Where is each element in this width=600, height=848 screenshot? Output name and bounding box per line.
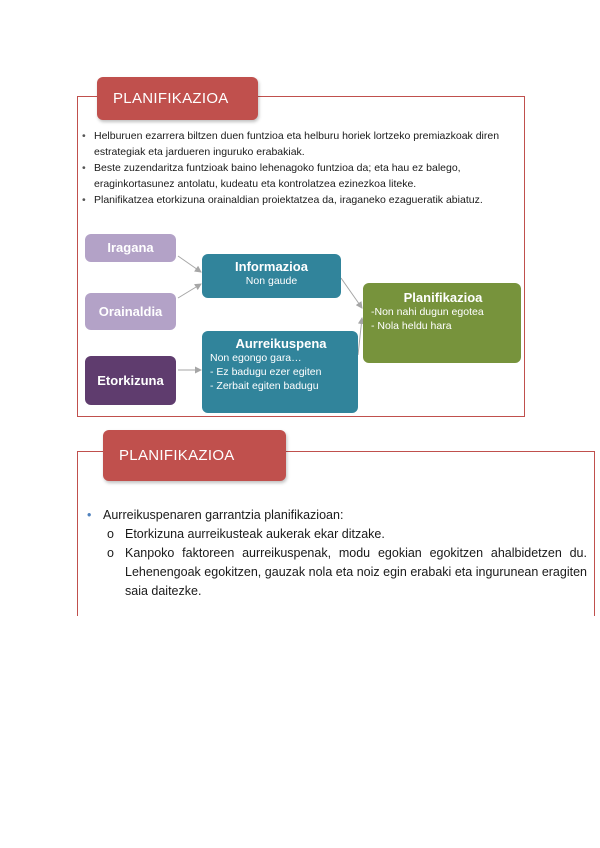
slide2-top-line-left — [77, 451, 103, 452]
box-aurreikuspena-line: - Zerbait egiten badugu — [210, 380, 319, 392]
box-informazioa-title: Informazioa — [235, 259, 308, 274]
box-planifikazioa-line: - Nola heldu hara — [371, 320, 452, 332]
box-aurreikuspena-line: Non egongo gara… — [210, 352, 302, 364]
slide2-content — [85, 506, 587, 601]
slide1-bullet-list — [80, 128, 520, 208]
box-etorkizuna-label: Etorkizuna — [97, 372, 164, 388]
box-planifikazioa — [363, 283, 521, 363]
slide1-title: PLANIFIKAZIOA — [97, 77, 258, 120]
box-iragana — [85, 234, 176, 262]
box-iragana-label: Iragana — [107, 240, 154, 255]
slide1-bullet: • Planifikatzea etorkizuna orainaldian proiektatzea da, iraganeko ezagueratik abiatuz. — [80, 192, 520, 208]
box-informazioa-text: Non gaude — [245, 275, 298, 287]
slide2-left-border — [77, 451, 78, 616]
slide2-right-border — [594, 451, 595, 616]
slide1-bullet: • Beste zuzendaritza funtzioak baino lehenagoko funtzioa da; eta hau ez balego, eraginkortasunez antolatu, kudeatu eta kontrolatzea ezinezkoa liteke. — [80, 160, 520, 192]
bullet-dot-icon: • — [87, 508, 92, 522]
slide2-sub-bullet: o Kanpoko faktoreen aurreikuspenak, modu egokian egokitzen ahalbidetzen du. Lehenengoak egokitzen, gauzak nola eta noiz egin erabaki eta ingurunean eragiten saia daitezke. — [103, 544, 587, 601]
slide2-main-bullet-text: Aurreikuspenaren garrantzia planifikazioan: — [103, 508, 344, 522]
slide2-title: PLANIFIKAZIOA — [103, 430, 286, 481]
slide2-main-bullet — [85, 506, 587, 525]
box-aurreikuspena-title: Aurreikuspena — [235, 336, 327, 351]
slide2-sub-bullet: o Etorkizuna aurreikusteak aukerak ekar ditzake. — [103, 525, 587, 544]
box-aurreikuspena-line: - Ez badugu ezer egiten — [210, 366, 322, 378]
box-planifikazioa-title: Planifikazioa — [403, 290, 483, 305]
slide2-sub-list — [85, 525, 587, 601]
box-orainaldia-label: Orainaldia — [98, 303, 163, 319]
box-planifikazioa-line: -Non nahi dugun egotea — [371, 306, 484, 318]
slide1-bullet: • Helburuen ezarrera biltzen duen funtzioa eta helburu horiek lortzeko premiazkoak diren estrategiak eta jardueren inguruko erabakiak. — [80, 128, 520, 160]
box-aurreikuspena — [202, 331, 358, 413]
box-etorkizuna — [85, 356, 176, 405]
box-orainaldia — [85, 293, 176, 330]
box-informazioa — [202, 254, 341, 298]
slide2-top-line-right — [286, 451, 595, 452]
